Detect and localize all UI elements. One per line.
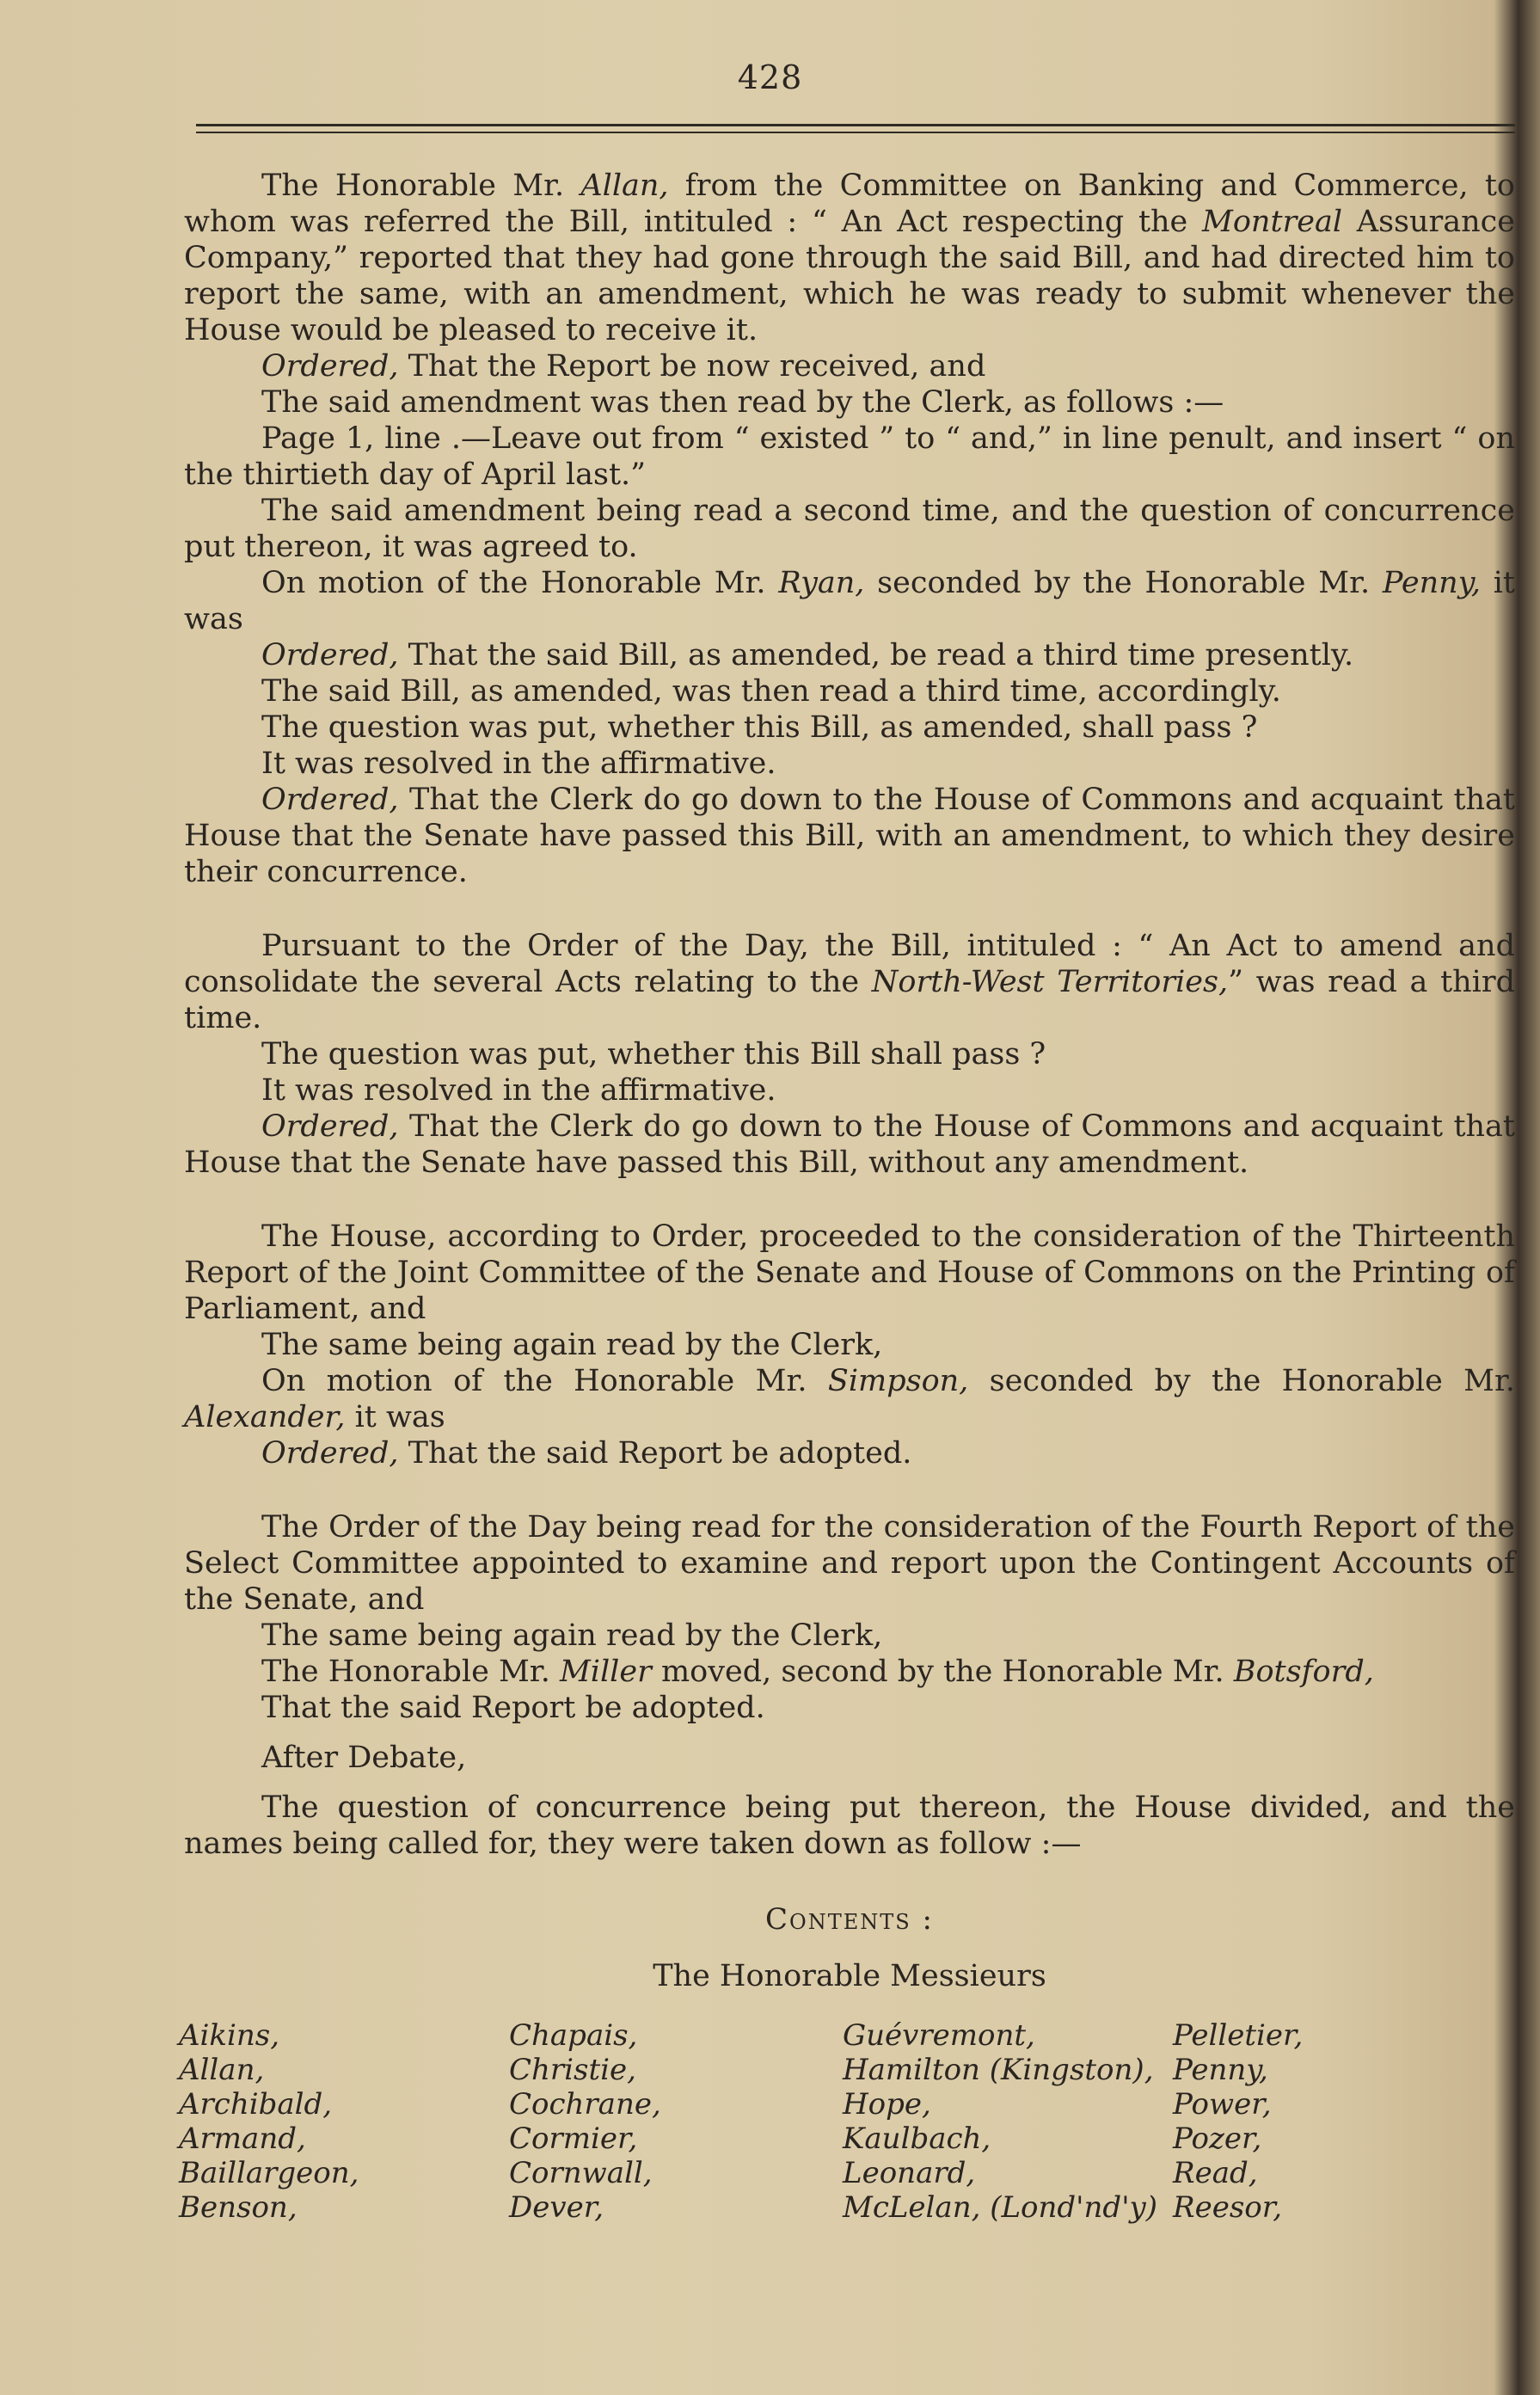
page-number: 428 (737, 58, 803, 96)
paragraph-text: The House, according to Order, proceeded to the consideration of the Thirteenth Report of the Joint Committee of the Senate and House of Commons on the Printing of Parliament, and (184, 1219, 1515, 1326)
paragraph-text: Page 1, line .—Leave out from “ existed ” to “ and,” in line penult, and insert “ on the thirtieth day of April last.” (184, 421, 1515, 492)
paragraph-text: On motion of the Honorable Mr. (261, 1364, 828, 1398)
paragraph-p8 (184, 673, 1515, 709)
member-name: Power, (1173, 2087, 1272, 2122)
member-name: Leonard, (843, 2156, 976, 2190)
paragraph-p9 (184, 709, 1515, 746)
member-name: Allan, (179, 2053, 265, 2087)
member-name: Read, (1173, 2156, 1258, 2190)
paragraph-text: On motion of the Honorable Mr. (261, 566, 779, 600)
member-name: Baillargeon, (179, 2156, 359, 2190)
paragraph-text: That the Report be now received, and (398, 349, 986, 384)
paragraph-p22 (184, 1654, 1515, 1690)
paragraph-text: Montreal (1202, 205, 1343, 239)
paragraph-text: That the Clerk do go down to the House of Commons and acquaint that House that the Senate have passed this Bill, with an amendment, to which they desire their concurrence. (184, 783, 1515, 889)
paragraph-text: from the Committee on Banking and Commerce, to whom was referred the Bill, intituled : “ An Act respecting the (184, 169, 1515, 239)
paragraph-text: The said Bill, as amended, was then read a third time, accordingly. (261, 674, 1281, 709)
member-name: Christie, (509, 2053, 636, 2087)
paragraph-text: It was resolved in the affirmative. (261, 1073, 776, 1108)
paragraph-text: Alexander, (184, 1400, 346, 1434)
paragraph-p3 (184, 384, 1515, 421)
paragraph-p21 (184, 1618, 1515, 1654)
paragraph-text: Ordered, (261, 638, 399, 672)
paragraph-p20 (184, 1509, 1515, 1618)
paragraph-text: Ryan, (778, 566, 865, 600)
paragraph-text: That the Clerk do go down to the House of Commons and acquaint that House that the Senate have passed this Bill, without any amendment. (184, 1109, 1515, 1180)
paragraph-p1 (184, 168, 1515, 348)
paragraph-text: The same being again read by the Clerk, (261, 1618, 883, 1653)
paragraph-p19 (184, 1435, 1515, 1471)
paragraph-text: The question was put, whether this Bill shall pass ? (261, 1037, 1046, 1072)
member-name: Cornwall, (509, 2156, 653, 2190)
paragraph-text: Allan, (580, 169, 669, 203)
paragraph-text: That the said Bill, as amended, be read a third time presently. (398, 638, 1354, 672)
journal-text (179, 168, 1516, 2225)
names-list (179, 2018, 1515, 2225)
member-name: Hope, (843, 2087, 931, 2122)
paragraph-p12 (184, 928, 1515, 1036)
paragraph-p2 (184, 348, 1515, 384)
paragraph-p5 (184, 493, 1515, 565)
paragraph-p18 (184, 1363, 1515, 1435)
paragraph-text: seconded by the Honorable Mr. (968, 1364, 1515, 1398)
paragraph-p15 (184, 1108, 1515, 1181)
paragraph-text: Penny, (1382, 566, 1481, 600)
contents-subheading: The Honorable Messieurs (653, 1959, 1046, 1993)
paragraph-p10 (184, 746, 1515, 782)
member-name: Cochrane, (509, 2087, 661, 2122)
paragraph-text: The said amendment being read a second time, and the question of concurrence put thereon, it was agreed to. (184, 494, 1515, 564)
paragraph-text: The Honorable Mr. (261, 1655, 560, 1689)
paragraph-text: That the said Report be adopted. (261, 1691, 765, 1725)
paragraph-p13 (184, 1036, 1515, 1072)
member-name: Dever, (509, 2190, 604, 2225)
paragraph-text: Ordered, (261, 1109, 399, 1144)
paragraph-p17 (184, 1327, 1515, 1363)
paragraph-p16 (184, 1219, 1515, 1327)
paragraph-text: moved, second by the Honorable Mr. (651, 1655, 1234, 1689)
paragraph-p24 (184, 1740, 1515, 1776)
member-name: Hamilton (Kingston), (843, 2053, 1154, 2087)
paragraph-text: It was resolved in the affirmative. (261, 746, 776, 781)
paragraph-text: Ordered, (261, 1436, 399, 1471)
paragraph-text: That the said Report be adopted. (398, 1436, 912, 1471)
member-name: Pelletier, (1173, 2018, 1304, 2053)
paragraph-p14 (184, 1072, 1515, 1108)
paragraph-text: it was (184, 566, 1515, 636)
paragraph-text: The Honorable Mr. (261, 169, 581, 203)
paragraph-text: Assurance Company,” reported that they had gone through the said Bill, and had directed him to report the same, with an amendment, which he was ready to submit whenever the House would be pleased to receive it. (184, 205, 1515, 347)
paragraph-p4 (184, 421, 1515, 493)
paragraph-p23 (184, 1690, 1515, 1726)
paragraph-text: The same being again read by the Clerk, (261, 1328, 883, 1362)
paragraph-p7 (184, 637, 1515, 673)
member-name: Pozer, (1173, 2122, 1262, 2156)
paragraph-text: The said amendment was then read by the Clerk, as follows :— (261, 385, 1224, 420)
paragraph-text: The question of concurrence being put thereon, the House divided, and the names being called for, they were taken down as follow :— (184, 1790, 1515, 1861)
member-name: Chapais, (509, 2018, 638, 2053)
paragraph-text: The question was put, whether this Bill, as amended, shall pass ? (261, 710, 1258, 745)
header-rule (196, 124, 1515, 126)
member-name: Archibald, (179, 2087, 333, 2122)
paragraph-text: After Debate, (261, 1741, 467, 1775)
paragraph-text: it was (345, 1400, 445, 1434)
member-name: Reesor, (1173, 2190, 1283, 2225)
member-name: McLelan, (Lond'nd'y) (843, 2190, 1158, 2225)
paragraph-text: Miller (559, 1655, 652, 1689)
header-rule-thin (196, 132, 1515, 133)
paragraph-p25 (184, 1790, 1515, 1862)
paragraph-p11 (184, 782, 1515, 890)
paragraph-text: Ordered, (261, 349, 399, 384)
paragraph-list (184, 168, 1515, 1862)
member-name: Armand, (179, 2122, 306, 2156)
paragraph-text: North-West Territories, (871, 965, 1229, 999)
paragraph-text: Pursuant to the Order of the Day, the Bill, intituled : “ An Act to amend and consolidate the several Acts relating to the (184, 929, 1515, 999)
paragraph-text: Simpson, (827, 1364, 969, 1398)
member-name: Benson, (179, 2190, 298, 2225)
member-name: Penny, (1173, 2053, 1268, 2087)
member-name: Cormier, (509, 2122, 638, 2156)
paragraph-p6 (184, 565, 1515, 637)
paragraph-text: seconded by the Honorable Mr. (864, 566, 1383, 600)
contents-heading: Contents : (765, 1902, 934, 1937)
paragraph-text: The Order of the Day being read for the consideration of the Fourth Report of the Select Committee appointed to examine and report upon the Contingent Accounts of the Senate, and (184, 1510, 1515, 1617)
member-name: Guévremont, (843, 2018, 1035, 2053)
paragraph-text: ” was read a third time. (184, 965, 1516, 1035)
member-name: Aikins, (179, 2018, 280, 2053)
paragraph-text: Ordered, (261, 783, 399, 817)
member-name: Kaulbach, (843, 2122, 991, 2156)
paragraph-text: Botsford, (1233, 1655, 1374, 1689)
